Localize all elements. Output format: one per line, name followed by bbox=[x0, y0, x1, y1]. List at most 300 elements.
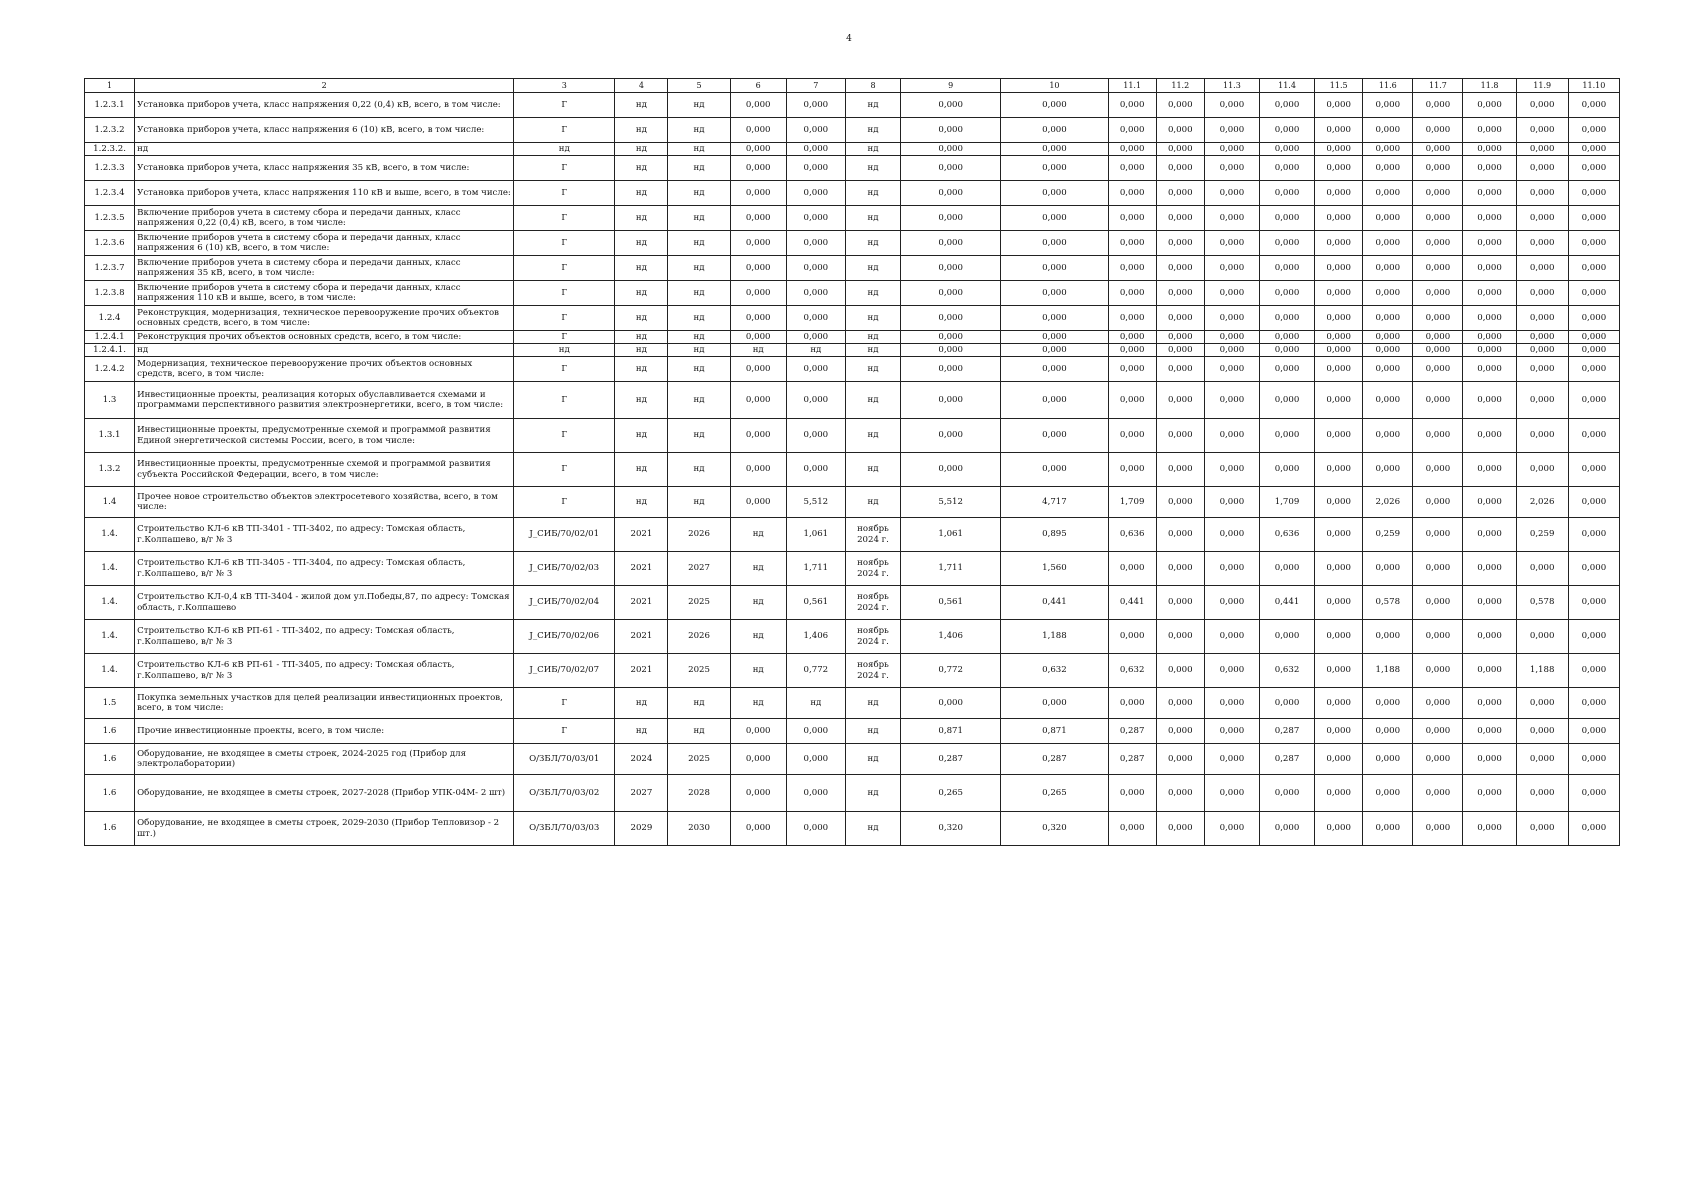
table-cell: 0,000 bbox=[1413, 419, 1463, 453]
table-cell: 0,000 bbox=[901, 453, 1001, 487]
table-cell: 0,000 bbox=[1463, 586, 1516, 620]
table-cell: 0,000 bbox=[1413, 518, 1463, 552]
table-cell: нд bbox=[615, 181, 668, 206]
table-cell: 2026 bbox=[668, 620, 730, 654]
table-cell: Г bbox=[514, 688, 615, 719]
table-cell: 0,000 bbox=[730, 181, 786, 206]
description-cell: Модернизация, техническое перевооружение прочих объектов основных средств, всего, в том числе: bbox=[135, 357, 514, 382]
row-number-cell: 1.4. bbox=[85, 620, 135, 654]
table-cell: 0,000 bbox=[1204, 453, 1259, 487]
table-cell: 0,000 bbox=[1568, 344, 1619, 357]
column-header: 11.6 bbox=[1363, 79, 1413, 93]
description-cell: Оборудование, не входящее в сметы строек, 2024-2025 год (Прибор для электролаборатории) bbox=[135, 744, 514, 775]
table-cell: 0,000 bbox=[1363, 206, 1413, 231]
table-cell: 0,000 bbox=[1156, 552, 1204, 586]
column-header: 11.10 bbox=[1568, 79, 1619, 93]
table-cell: нд bbox=[668, 206, 730, 231]
table-cell: нд bbox=[615, 93, 668, 118]
row-number-cell: 1.3.2 bbox=[85, 453, 135, 487]
table-cell: 2021 bbox=[615, 654, 668, 688]
table-row bbox=[85, 256, 1620, 281]
table-cell: 0,000 bbox=[1413, 306, 1463, 331]
table-cell: 0,895 bbox=[1001, 518, 1108, 552]
table-row bbox=[85, 419, 1620, 453]
table-cell: 0,000 bbox=[1156, 518, 1204, 552]
table-cell: 0,000 bbox=[1516, 93, 1568, 118]
table-cell: 0,000 bbox=[1413, 331, 1463, 344]
column-header: 11.5 bbox=[1315, 79, 1363, 93]
table-row bbox=[85, 620, 1620, 654]
table-cell: нд bbox=[845, 118, 900, 143]
table-cell: нд bbox=[845, 231, 900, 256]
description-cell: Включение приборов учета в систему сбора и передачи данных, класс напряжения 6 (10) кВ, всего, в том числе: bbox=[135, 231, 514, 256]
table-cell: 2021 bbox=[615, 586, 668, 620]
table-cell: 0,000 bbox=[1463, 552, 1516, 586]
table-cell: 0,000 bbox=[1516, 143, 1568, 156]
table-cell: 0,000 bbox=[1463, 156, 1516, 181]
table-cell: нд bbox=[668, 357, 730, 382]
table-cell: 0,000 bbox=[1315, 331, 1363, 344]
table-cell: 0,000 bbox=[1108, 382, 1156, 419]
table-cell: нд bbox=[514, 143, 615, 156]
table-cell: нд bbox=[845, 719, 900, 744]
table-cell: нд bbox=[845, 344, 900, 357]
table-cell: 0,000 bbox=[1156, 231, 1204, 256]
description-cell: Реконструкция прочих объектов основных средств, всего, в том числе: bbox=[135, 331, 514, 344]
row-number-cell: 1.3.1 bbox=[85, 419, 135, 453]
table-cell: 0,000 bbox=[901, 281, 1001, 306]
table-cell: 0,000 bbox=[786, 382, 845, 419]
table-row bbox=[85, 654, 1620, 688]
table-row bbox=[85, 331, 1620, 344]
table-cell: 0,000 bbox=[1156, 382, 1204, 419]
table-cell: нд bbox=[615, 357, 668, 382]
table-row bbox=[85, 744, 1620, 775]
table-cell: нд bbox=[668, 331, 730, 344]
table-cell: 0,000 bbox=[1413, 357, 1463, 382]
table-cell: О/ЗБЛ/70/03/01 bbox=[514, 744, 615, 775]
table-cell: нд bbox=[668, 344, 730, 357]
table-cell: 0,000 bbox=[1463, 382, 1516, 419]
table-cell: 0,000 bbox=[1315, 620, 1363, 654]
table-cell: 0,000 bbox=[1315, 518, 1363, 552]
table-cell: 0,000 bbox=[1315, 357, 1363, 382]
table-cell: нд bbox=[845, 181, 900, 206]
table-cell: 0,000 bbox=[1108, 118, 1156, 143]
table-cell: 0,000 bbox=[730, 382, 786, 419]
table-cell: Г bbox=[514, 118, 615, 143]
table-cell: 0,287 bbox=[1001, 744, 1108, 775]
table-row bbox=[85, 382, 1620, 419]
table-cell: 0,000 bbox=[1413, 382, 1463, 419]
table-cell: 0,000 bbox=[1463, 654, 1516, 688]
table-cell: 2021 bbox=[615, 518, 668, 552]
table-cell: 0,000 bbox=[1568, 812, 1619, 846]
row-number-cell: 1.6 bbox=[85, 812, 135, 846]
table-cell: 0,000 bbox=[1315, 812, 1363, 846]
table-cell: 2026 bbox=[668, 518, 730, 552]
table-cell: 0,000 bbox=[1363, 552, 1413, 586]
column-header: 3 bbox=[514, 79, 615, 93]
table-cell: 0,000 bbox=[1413, 93, 1463, 118]
table-cell: 0,287 bbox=[1108, 744, 1156, 775]
table-cell: 0,000 bbox=[1156, 256, 1204, 281]
table-cell: 0,000 bbox=[1363, 419, 1413, 453]
table-cell: 0,000 bbox=[1108, 156, 1156, 181]
table-row bbox=[85, 518, 1620, 552]
table-cell: 2027 bbox=[615, 775, 668, 812]
table-cell: нд bbox=[845, 331, 900, 344]
table-cell: нд bbox=[668, 281, 730, 306]
table-cell: 0,000 bbox=[1315, 775, 1363, 812]
table-cell: нд bbox=[615, 688, 668, 719]
table-cell: 0,000 bbox=[1108, 306, 1156, 331]
table-cell: 0,000 bbox=[1463, 620, 1516, 654]
table-cell: 0,000 bbox=[1568, 281, 1619, 306]
table-cell: 0,000 bbox=[1204, 744, 1259, 775]
table-cell: 0,000 bbox=[1413, 775, 1463, 812]
table-cell: 0,000 bbox=[1363, 281, 1413, 306]
table-cell: нд bbox=[845, 281, 900, 306]
table-cell: 0,000 bbox=[1315, 93, 1363, 118]
table-cell: 0,259 bbox=[1363, 518, 1413, 552]
table-cell: 0,000 bbox=[1108, 331, 1156, 344]
table-cell: 5,512 bbox=[786, 487, 845, 518]
table-cell: J_СИБ/70/02/01 bbox=[514, 518, 615, 552]
table-cell: 2,026 bbox=[1516, 487, 1568, 518]
table-cell: 0,000 bbox=[1413, 143, 1463, 156]
table-cell: 0,000 bbox=[1568, 518, 1619, 552]
table-row bbox=[85, 775, 1620, 812]
table-cell: нд bbox=[845, 306, 900, 331]
table-row bbox=[85, 281, 1620, 306]
description-cell: Установка приборов учета, класс напряжения 6 (10) кВ, всего, в том числе: bbox=[135, 118, 514, 143]
table-row bbox=[85, 93, 1620, 118]
table-cell: 0,000 bbox=[1413, 256, 1463, 281]
column-header: 1 bbox=[85, 79, 135, 93]
table-cell: нд bbox=[668, 231, 730, 256]
table-cell: нд bbox=[615, 256, 668, 281]
table-cell: 0,000 bbox=[1315, 118, 1363, 143]
table-cell: 0,000 bbox=[1108, 419, 1156, 453]
table-cell: 0,000 bbox=[1001, 357, 1108, 382]
table-row bbox=[85, 552, 1620, 586]
table-cell: 0,000 bbox=[1156, 143, 1204, 156]
table-cell: 0,000 bbox=[1001, 453, 1108, 487]
table-cell: 0,000 bbox=[1204, 552, 1259, 586]
table-cell: 0,000 bbox=[1259, 419, 1314, 453]
table-cell: 0,000 bbox=[786, 331, 845, 344]
table-cell: нд bbox=[845, 382, 900, 419]
table-cell: 0,000 bbox=[730, 306, 786, 331]
table-cell: нд bbox=[668, 419, 730, 453]
table-cell: 0,000 bbox=[1463, 118, 1516, 143]
table-cell: 0,000 bbox=[1259, 552, 1314, 586]
table-cell: 0,000 bbox=[901, 118, 1001, 143]
description-cell: Реконструкция, модернизация, техническое перевооружение прочих объектов основных средств, всего, в том числе: bbox=[135, 306, 514, 331]
table-cell: 0,000 bbox=[1315, 281, 1363, 306]
table-cell: 0,000 bbox=[1463, 453, 1516, 487]
table-cell: нд bbox=[668, 487, 730, 518]
table-cell: 0,000 bbox=[1463, 181, 1516, 206]
table-cell: 1,406 bbox=[901, 620, 1001, 654]
table-cell: нд bbox=[668, 93, 730, 118]
table-cell: 2025 bbox=[668, 586, 730, 620]
table-cell: нд bbox=[668, 306, 730, 331]
table-cell: нд bbox=[615, 719, 668, 744]
table-cell: J_СИБ/70/02/07 bbox=[514, 654, 615, 688]
description-cell: Инвестиционные проекты, предусмотренные схемой и программой развития субъекта Российской Федерации, всего, в том числе: bbox=[135, 453, 514, 487]
table-cell: 0,000 bbox=[1315, 688, 1363, 719]
table-cell: 0,000 bbox=[1259, 206, 1314, 231]
row-number-cell: 1.2.3.2 bbox=[85, 118, 135, 143]
table-cell: 0,000 bbox=[1156, 812, 1204, 846]
table-cell: 0,441 bbox=[1259, 586, 1314, 620]
table-cell: 0,000 bbox=[786, 357, 845, 382]
table-cell: нд bbox=[615, 306, 668, 331]
table-cell: 0,000 bbox=[1516, 744, 1568, 775]
table-cell: 0,000 bbox=[901, 143, 1001, 156]
table-cell: 0,000 bbox=[1156, 744, 1204, 775]
table-cell: 0,000 bbox=[1413, 344, 1463, 357]
table-cell: 0,000 bbox=[1156, 181, 1204, 206]
table-cell: 0,000 bbox=[1156, 586, 1204, 620]
table-cell: 0,000 bbox=[1204, 143, 1259, 156]
column-header: 10 bbox=[1001, 79, 1108, 93]
table-cell: 0,000 bbox=[1315, 256, 1363, 281]
table-cell: нд bbox=[615, 206, 668, 231]
row-number-cell: 1.2.3.8 bbox=[85, 281, 135, 306]
table-cell: 0,000 bbox=[1413, 118, 1463, 143]
table-cell: 0,000 bbox=[1363, 231, 1413, 256]
description-cell: Инвестиционные проекты, предусмотренные схемой и программой развития Единой энергетической системы России, всего, в том числе: bbox=[135, 419, 514, 453]
table-cell: 0,000 bbox=[1108, 453, 1156, 487]
column-header: 6 bbox=[730, 79, 786, 93]
table-cell: 1,711 bbox=[901, 552, 1001, 586]
table-cell: 0,000 bbox=[1413, 719, 1463, 744]
table-cell: 0,000 bbox=[1363, 93, 1413, 118]
table-cell: 0,000 bbox=[1516, 256, 1568, 281]
table-cell: 0,000 bbox=[1413, 231, 1463, 256]
table-cell: 0,000 bbox=[730, 419, 786, 453]
row-number-cell: 1.2.3.2. bbox=[85, 143, 135, 156]
table-cell: 0,000 bbox=[1001, 143, 1108, 156]
table-cell: 0,000 bbox=[1463, 775, 1516, 812]
table-cell: 0,000 bbox=[1108, 775, 1156, 812]
table-cell: 0,000 bbox=[1463, 518, 1516, 552]
table-cell: 0,000 bbox=[1516, 231, 1568, 256]
table-cell: 0,000 bbox=[1204, 281, 1259, 306]
table-row bbox=[85, 118, 1620, 143]
row-number-cell: 1.4. bbox=[85, 552, 135, 586]
table-cell: 0,000 bbox=[1363, 181, 1413, 206]
table-cell: 0,000 bbox=[1259, 775, 1314, 812]
table-row bbox=[85, 143, 1620, 156]
description-cell: Строительство КЛ-6 кВ ТП-3405 - ТП-3404, по адресу: Томская область, г.Колпашево, в/г № 3 bbox=[135, 552, 514, 586]
table-cell: 0,000 bbox=[1363, 344, 1413, 357]
table-cell: 0,000 bbox=[1204, 181, 1259, 206]
table-cell: 0,000 bbox=[901, 331, 1001, 344]
description-cell: Прочее новое строительство объектов электросетевого хозяйства, всего, в том числе: bbox=[135, 487, 514, 518]
table-cell: 0,000 bbox=[901, 419, 1001, 453]
table-cell: 0,000 bbox=[1259, 382, 1314, 419]
table-cell: 0,000 bbox=[786, 231, 845, 256]
table-cell: нд bbox=[615, 231, 668, 256]
table-cell: 1,709 bbox=[1259, 487, 1314, 518]
table-cell: 0,000 bbox=[730, 281, 786, 306]
table-cell: 0,000 bbox=[1315, 231, 1363, 256]
table-cell: 0,000 bbox=[1463, 331, 1516, 344]
table-cell: 0,265 bbox=[901, 775, 1001, 812]
table-cell: 0,000 bbox=[1568, 487, 1619, 518]
table-cell: 1,061 bbox=[901, 518, 1001, 552]
description-cell: Установка приборов учета, класс напряжения 0,22 (0,4) кВ, всего, в том числе: bbox=[135, 93, 514, 118]
row-number-cell: 1.2.3.5 bbox=[85, 206, 135, 231]
table-cell: 0,000 bbox=[1413, 620, 1463, 654]
table-cell: 0,000 bbox=[1463, 256, 1516, 281]
table-cell: 0,000 bbox=[730, 143, 786, 156]
row-number-cell: 1.4. bbox=[85, 586, 135, 620]
table-cell: 0,000 bbox=[730, 206, 786, 231]
table-cell: 0,000 bbox=[1156, 775, 1204, 812]
table-cell: 2021 bbox=[615, 552, 668, 586]
row-number-cell: 1.2.3.3 bbox=[85, 156, 135, 181]
table-cell: 0,000 bbox=[1259, 688, 1314, 719]
table-cell: 2,026 bbox=[1363, 487, 1413, 518]
table-cell: 0,000 bbox=[1259, 143, 1314, 156]
table-cell: 0,636 bbox=[1259, 518, 1314, 552]
description-cell: Включение приборов учета в систему сбора и передачи данных, класс напряжения 0,22 (0,4) кВ, всего, в том числе: bbox=[135, 206, 514, 231]
table-cell: 0,000 bbox=[1204, 775, 1259, 812]
table-row bbox=[85, 231, 1620, 256]
table-cell: 0,000 bbox=[786, 453, 845, 487]
table-cell: нд bbox=[845, 143, 900, 156]
table-cell: 0,000 bbox=[1259, 231, 1314, 256]
table-cell: нд bbox=[845, 812, 900, 846]
table-cell: 0,000 bbox=[1516, 344, 1568, 357]
table-cell: 0,000 bbox=[1204, 654, 1259, 688]
table-cell: ноябрь 2024 г. bbox=[845, 586, 900, 620]
table-cell: 0,000 bbox=[1413, 688, 1463, 719]
table-cell: 0,000 bbox=[1463, 344, 1516, 357]
description-cell: Оборудование, не входящее в сметы строек, 2029-2030 (Прибор Тепловизор - 2 шт.) bbox=[135, 812, 514, 846]
description-cell: Оборудование, не входящее в сметы строек, 2027-2028 (Прибор УПК-04М- 2 шт) bbox=[135, 775, 514, 812]
table-cell: 0,000 bbox=[1204, 118, 1259, 143]
table-cell: 0,000 bbox=[901, 306, 1001, 331]
table-cell: 0,000 bbox=[1568, 206, 1619, 231]
table-cell: 0,000 bbox=[1463, 357, 1516, 382]
table-cell: 0,000 bbox=[1568, 744, 1619, 775]
table-row bbox=[85, 206, 1620, 231]
table-cell: О/ЗБЛ/70/03/03 bbox=[514, 812, 615, 846]
description-cell: Строительство КЛ-6 кВ РП-61 - ТП-3405, по адресу: Томская область, г.Колпашево, в/г № 3 bbox=[135, 654, 514, 688]
table-cell: 0,000 bbox=[1516, 382, 1568, 419]
table-cell: 0,000 bbox=[1463, 487, 1516, 518]
table-cell: 0,000 bbox=[1259, 620, 1314, 654]
table-cell: 0,000 bbox=[1204, 586, 1259, 620]
table-cell: нд bbox=[615, 419, 668, 453]
table-cell: 0,000 bbox=[786, 775, 845, 812]
table-cell: 1,188 bbox=[1001, 620, 1108, 654]
table-cell: 0,000 bbox=[1363, 118, 1413, 143]
table-cell: 0,000 bbox=[1516, 331, 1568, 344]
table-cell: 0,000 bbox=[1568, 93, 1619, 118]
table-cell: 0,871 bbox=[1001, 719, 1108, 744]
table-cell: нд bbox=[668, 118, 730, 143]
table-cell: 0,000 bbox=[901, 382, 1001, 419]
row-number-cell: 1.6 bbox=[85, 744, 135, 775]
table-cell: 0,000 bbox=[1156, 357, 1204, 382]
table-cell: 0,000 bbox=[1204, 382, 1259, 419]
table-cell: 0,000 bbox=[1568, 143, 1619, 156]
table-row bbox=[85, 812, 1620, 846]
table-cell: нд bbox=[668, 719, 730, 744]
table-cell: 0,000 bbox=[730, 231, 786, 256]
table-cell: 0,000 bbox=[1108, 143, 1156, 156]
table-cell: нд bbox=[845, 419, 900, 453]
table-cell: 2029 bbox=[615, 812, 668, 846]
table-cell: 0,000 bbox=[1516, 206, 1568, 231]
table-cell: 0,000 bbox=[1204, 419, 1259, 453]
table-row bbox=[85, 306, 1620, 331]
table-cell: 0,000 bbox=[1568, 231, 1619, 256]
table-cell: 0,000 bbox=[1204, 357, 1259, 382]
table-cell: 0,000 bbox=[1001, 382, 1108, 419]
table-cell: 0,000 bbox=[1413, 654, 1463, 688]
table-cell: ноябрь 2024 г. bbox=[845, 518, 900, 552]
table-cell: 0,000 bbox=[1315, 306, 1363, 331]
table-cell: 0,578 bbox=[1363, 586, 1413, 620]
table-cell: 0,259 bbox=[1516, 518, 1568, 552]
column-header: 5 bbox=[668, 79, 730, 93]
table-cell: 2030 bbox=[668, 812, 730, 846]
table-cell: 0,000 bbox=[1568, 620, 1619, 654]
table-cell: нд bbox=[845, 256, 900, 281]
table-cell: 0,000 bbox=[1315, 143, 1363, 156]
row-number-cell: 1.4. bbox=[85, 518, 135, 552]
table-cell: 0,000 bbox=[1156, 344, 1204, 357]
table-cell: 0,000 bbox=[1156, 206, 1204, 231]
table-cell: Г bbox=[514, 93, 615, 118]
table-cell: Г bbox=[514, 281, 615, 306]
table-cell: 0,000 bbox=[1363, 143, 1413, 156]
column-header: 11.8 bbox=[1463, 79, 1516, 93]
table-cell: 0,000 bbox=[1363, 775, 1413, 812]
table-cell: 0,000 bbox=[1001, 206, 1108, 231]
table-cell: нд bbox=[730, 620, 786, 654]
row-number-cell: 1.2.3.7 bbox=[85, 256, 135, 281]
table-cell: 0,000 bbox=[1259, 453, 1314, 487]
row-number-cell: 1.2.4.2 bbox=[85, 357, 135, 382]
table-cell: 5,512 bbox=[901, 487, 1001, 518]
table-cell: 0,772 bbox=[786, 654, 845, 688]
table-cell: 0,000 bbox=[1156, 453, 1204, 487]
table-cell: 0,000 bbox=[1315, 419, 1363, 453]
table-cell: 0,000 bbox=[1315, 453, 1363, 487]
row-number-cell: 1.2.4.1. bbox=[85, 344, 135, 357]
table-cell: 0,000 bbox=[1516, 306, 1568, 331]
table-cell: Г bbox=[514, 206, 615, 231]
table-cell: 0,000 bbox=[1108, 93, 1156, 118]
table-cell: 0,632 bbox=[1108, 654, 1156, 688]
table-cell: Г bbox=[514, 487, 615, 518]
table-cell: нд bbox=[615, 143, 668, 156]
table-cell: ноябрь 2024 г. bbox=[845, 654, 900, 688]
table-cell: 0,000 bbox=[1315, 719, 1363, 744]
table-cell: 0,000 bbox=[1204, 688, 1259, 719]
table-cell: Г bbox=[514, 231, 615, 256]
table-cell: 0,000 bbox=[1156, 419, 1204, 453]
